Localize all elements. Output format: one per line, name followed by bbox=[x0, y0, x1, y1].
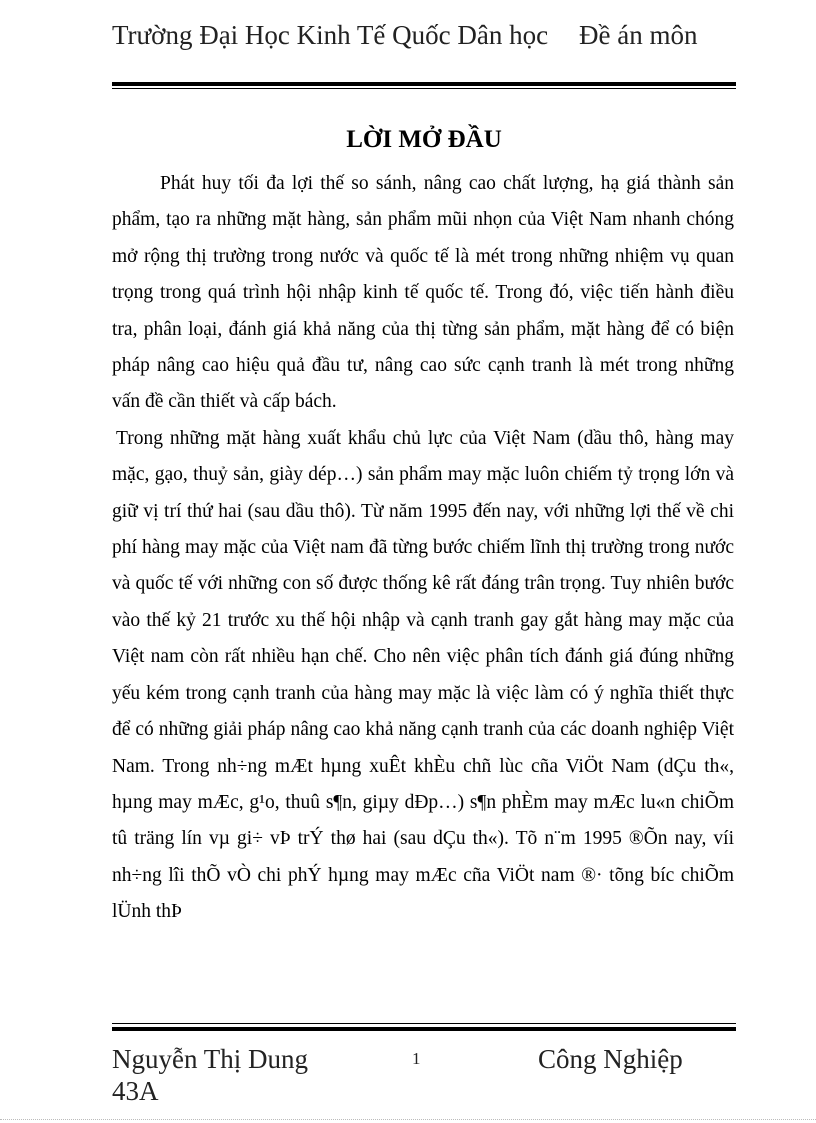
page-number: 1 bbox=[412, 1049, 421, 1068]
footer-author: Nguyễn Thị Dung 43A bbox=[112, 1044, 308, 1106]
document-body bbox=[112, 166, 734, 931]
header-school-name: Trường Đại Học Kinh Tế Quốc Dân học bbox=[112, 20, 549, 50]
header-rule-thin bbox=[112, 88, 736, 89]
footer-department: Công Nghiệp bbox=[538, 1044, 683, 1074]
paragraph-intro: Phát huy tối đa lợi thế so sánh, nâng cao chất lượng, hạ giá thành sản phẩm, tạo ra những mặt hàng, sản phẩm mũi nhọn của Việt Nam nhanh chóng mở rộng thị trường trong nước và quốc tế là mét trong những nhiệm vụ quan trọng trong quá trình hội nhập kinh tế quốc tế. Trong đó, việc tiến hành điều tra, phân loại, đánh giá khả năng của thị từng sản phẩm, mặt hàng để có biện pháp nâng cao hiệu quả đầu tư, nâng cao sức cạnh tranh là mét trong những vấn đề cần thiết và cấp bách. bbox=[112, 173, 734, 413]
header-doc-type: Đề án môn bbox=[579, 20, 698, 50]
page-boundary bbox=[0, 1119, 816, 1120]
footer-rule-thick bbox=[112, 1027, 736, 1031]
page-title: LỜI MỞ ĐẦU bbox=[346, 126, 502, 153]
paragraph-garment-export: Trong những mặt hàng xuất khẩu chủ lực của Việt Nam (dầu thô, hàng may mặc, gạo, thuỷ sản, giày dép…) sản phẩm may mặc luôn chiếm tỷ trọng lớn và giữ vị trí thứ hai (sau dầu thô). Từ năm 1995 đến nay, với những lợi thế về chi phí hàng may mặc của Việt nam đã từng bước chiếm lĩnh thị trường trong nước và quốc tế với những con số được thống kê rất đáng trân trọng. Tuy nhiên bước vào thế kỷ 21 trước xu thế hội nhập và cạnh tranh gay gắt hàng may mặc của Việt nam còn rất nhiều hạn chế. Cho nên việc phân tích đánh giá đúng những yếu kém trong cạnh tranh của hàng may mặc là việc làm có ý nghĩa thiết thực để có những giải pháp nâng cao khả năng cạnh tranh của các doanh nghiệp Việt Nam. Trong nh÷ng mÆt hµng xuÊt khÈu chñ lùc cña ViÖt Nam (dÇu th«, hµng may mÆc, g¹o, thuû s¶n, giµy dÐp…) s¶n phÈm may mÆc lu«n chiÕm tû träng lín vµ gi÷ vÞ trÝ thø hai (sau dÇu th«). Tõ n¨m 1995 ®Õn nay, víi nh÷ng lîi thÕ vÒ chi phÝ hµng may mÆc cña ViÖt nam ®· tõng bíc chiÕm lÜnh thÞ bbox=[112, 427, 734, 923]
footer-rule-thin bbox=[112, 1023, 736, 1024]
header-rule-thick bbox=[112, 82, 736, 86]
